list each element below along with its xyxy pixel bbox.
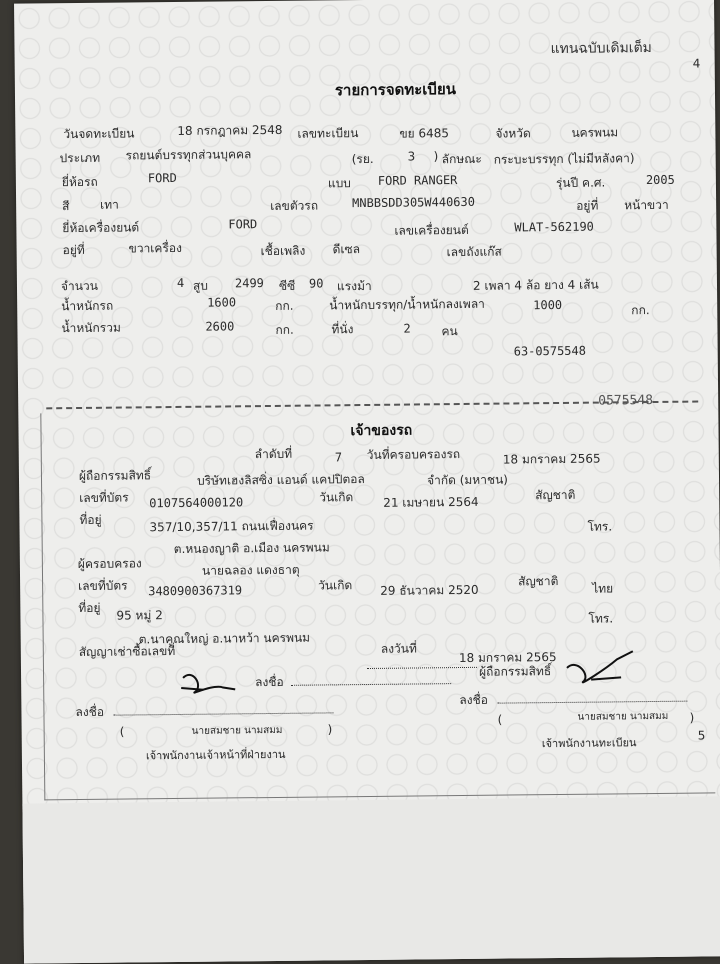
type-label: ประเภท: [59, 150, 101, 166]
cc-unit: ซีซี: [278, 278, 296, 293]
possessor-nationality-value: ไทย: [592, 581, 614, 596]
cylinder-value: 4: [176, 275, 185, 290]
holder-suffix: จำกัด (มหาชน): [426, 472, 509, 488]
holder-id-value: 0107564000120: [149, 495, 244, 511]
possessor-address-label: ที่อยู่: [78, 600, 101, 616]
sign-label-left: ลงชื่อ: [255, 674, 284, 690]
vin-location-label: อยู่ที่: [576, 198, 599, 213]
paper-lower-blank: [22, 796, 720, 963]
possessor-id-label: เลขที่บัตร: [78, 578, 128, 594]
holder-birth-value: 21 เมษายน 2564: [383, 494, 479, 510]
reg-date-value: 18 กรกฎาคม 2548: [177, 122, 283, 138]
official-left-name: นายสมชาย นามสมม: [191, 724, 283, 737]
ry-close: ): [433, 149, 439, 164]
hp-unit: แรงม้า: [336, 278, 372, 294]
holder-address-label: ที่อยู่: [79, 512, 102, 528]
province-label: จังหวัด: [495, 126, 531, 141]
official-right-paren-open: (: [497, 712, 503, 727]
seat-unit: คน: [441, 324, 458, 339]
contract-label: สัญญาเช่าซื้อเลขที่: [78, 644, 176, 660]
holder-nationality-label: สัญชาติ: [535, 487, 576, 503]
load-value: 1000: [533, 297, 563, 313]
order-value: 7: [334, 450, 343, 465]
sign-label-official-right: ลงชื่อ: [459, 692, 488, 708]
holder-label: ผู้ถือกรรมสิทธิ์: [78, 468, 152, 484]
model-value: FORD RANGER: [377, 173, 458, 188]
color-label: สี: [62, 199, 70, 214]
count-label: จำนวน: [60, 278, 98, 294]
gas-tank-label: เลขถังแก๊ส: [446, 244, 502, 260]
weight-unit: กก.: [275, 298, 294, 313]
fuel-value: ดีเซล: [332, 242, 361, 257]
reg-date-label: วันจดทะเบียน: [63, 126, 135, 142]
holder-sign-suffix: ผู้ถือกรรมสิทธิ์: [478, 664, 552, 679]
serial-fragment: 0575548: [598, 392, 654, 409]
province-value: นครพนม: [571, 125, 619, 140]
holder-name: บริษัทเฮงลิสซิ่ง แอนด์ แคปปิตอล: [196, 472, 365, 488]
signed-date-label: ลงวันที่: [380, 641, 417, 656]
year-label: รุ่นปี ค.ศ.: [555, 175, 606, 190]
ry-open: (รย.: [351, 151, 374, 167]
gross-label: น้ำหนักรวม: [61, 320, 121, 336]
axle-value: 2 เพลา 4 ล้อ ยาง 4 เส้น: [472, 277, 599, 293]
vin-value: MNBBSDD305W440630: [352, 194, 476, 211]
page-number-top: 4: [692, 56, 701, 71]
model-label: แบบ: [327, 176, 351, 191]
holder-id-label: เลขที่บัตร: [79, 490, 129, 506]
possessor-birth-label: วันเกิด: [318, 578, 353, 593]
official-left-paren-open: (: [119, 724, 125, 739]
holder-address-2: ต.หนองญาติ อ.เมือง นครพนม: [173, 540, 330, 557]
engine-number-label: เลขเครื่องยนต์: [394, 222, 469, 238]
weight-label: น้ำหนักรถ: [61, 298, 114, 314]
plate-label: เลขทะเบียน: [297, 126, 359, 141]
official-right-paren-close: ): [689, 710, 695, 725]
sign-label-official-left: ลงชื่อ: [75, 704, 105, 720]
engine-brand-label: ยี่ห้อเครื่องยนต์: [62, 220, 140, 236]
holder-address-1: 357/10,357/11 ถนนเฟื่องนคร: [149, 518, 314, 535]
vin-location-value: หน้าขวา: [624, 197, 669, 213]
possessor-id-value: 3480900367319: [148, 583, 243, 599]
fuel-label: เชื้อเพลิง: [260, 243, 306, 259]
hp-value: 90: [308, 276, 324, 291]
gross-value: 2600: [205, 319, 235, 334]
possessor-nationality-label: สัญชาติ: [518, 573, 559, 589]
possessor-name: นายฉลอง แดงธาตุ: [201, 562, 300, 578]
possessor-address-1: 95 หมู่ 2: [116, 608, 163, 623]
official-right-name: นายสมชาย นามสมม: [577, 710, 669, 723]
possession-date-value: 18 มกราคม 2565: [502, 451, 601, 467]
brand-label: ยี่ห้อรถ: [61, 174, 98, 190]
document-title: รายการจดทะเบียน: [334, 80, 457, 100]
document-number: 63-0575548: [513, 343, 587, 359]
style-value: กระบะบรรทุก (ไม่มีหลังคา): [493, 151, 635, 167]
possessor-address-2: ต.นาคูณใหญ่ อ.นาหว้า นครพนม: [138, 630, 311, 647]
possessor-label: ผู้ครอบครอง: [77, 556, 142, 572]
plate-value: ขย 6485: [399, 126, 450, 141]
year-value: 2005: [645, 172, 675, 188]
page-number-bottom: 5: [697, 728, 706, 743]
seat-label: ที่นั่ง: [331, 322, 354, 337]
official-left-role: เจ้าพนักงานเจ้าหน้าที่ฝ่ายงาน: [145, 747, 286, 763]
possession-date-label: วันที่ครอบครองรถ: [366, 447, 461, 462]
engine-brand-value: FORD: [228, 217, 258, 232]
owner-section-title: เจ้าของรถ: [350, 422, 413, 440]
signed-date-value: 18 มกราคม 2565: [458, 650, 557, 666]
brand-value: FORD: [147, 170, 177, 186]
engine-location-label: อยู่ที่: [62, 242, 85, 258]
signature-left: [173, 657, 243, 698]
ry-number: 3: [407, 149, 416, 164]
registration-document: [14, 0, 720, 964]
holder-phone-label: โทร.: [587, 519, 613, 534]
seat-value: 2: [403, 321, 411, 336]
vin-label: เลขตัวรถ: [270, 198, 319, 213]
type-value: รถยนต์บรรทุกส่วนบุคคล: [125, 147, 252, 163]
possessor-phone-label: โทร.: [588, 611, 614, 626]
engine-location-value: ขวาเครื่อง: [128, 240, 182, 256]
order-label: ลำดับที่: [254, 446, 293, 462]
weight-value: 1600: [207, 295, 237, 310]
official-left-paren-close: ): [327, 722, 333, 737]
gross-unit: กก.: [275, 322, 294, 337]
corner-note: แทนฉบับเดิมเต็ม: [550, 39, 652, 58]
engine-number-value: WLAT-562190: [514, 219, 594, 235]
possessor-birth-value: 29 ธันวาคม 2520: [380, 582, 479, 598]
cylinder-unit: สูบ: [192, 278, 209, 293]
signature-right: [561, 645, 641, 690]
style-label: ลักษณะ: [441, 151, 482, 167]
official-right-role: เจ้าพนักงานทะเบียน: [541, 736, 637, 751]
color-value: เทา: [100, 197, 119, 212]
load-unit: กก.: [631, 303, 650, 318]
holder-birth-label: วันเกิด: [319, 490, 354, 505]
load-label: น้ำหนักบรรทุก/น้ำหนักลงเพลา: [329, 296, 485, 313]
cc-value: 2499: [234, 276, 264, 291]
